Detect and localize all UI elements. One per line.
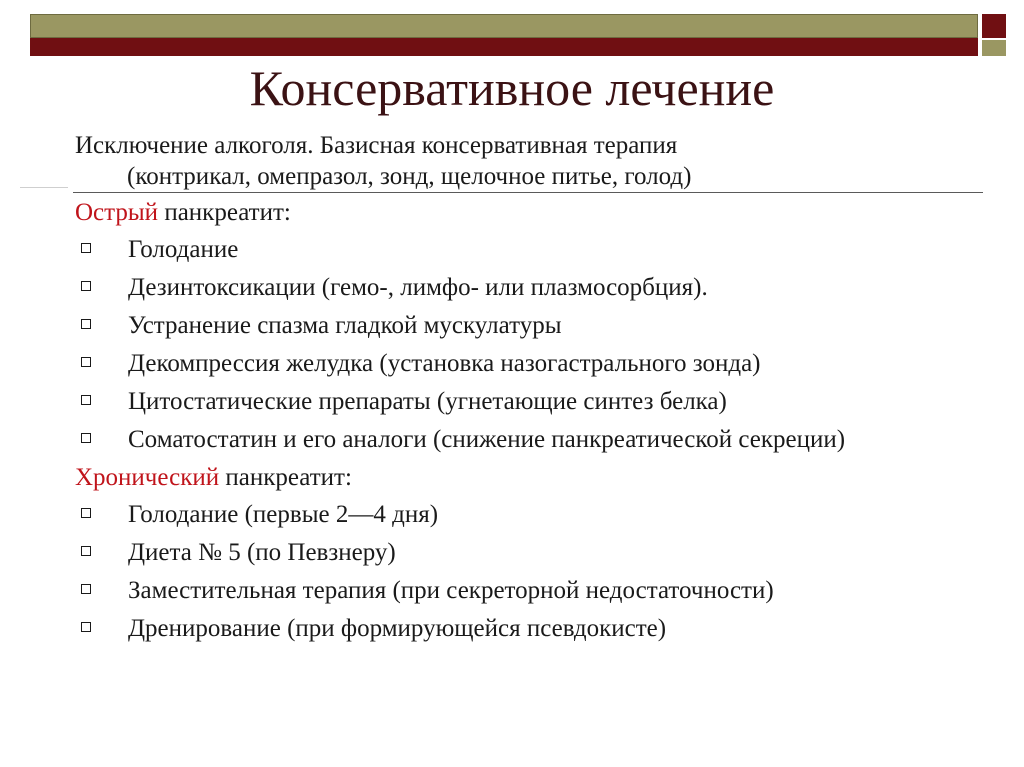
intro-line-2: (контрикал, омепразол, зонд, щелочное питье, голод) [127,163,692,190]
divider-short [20,187,68,188]
list-item-text: Диета № 5 (по Певзнеру) [128,539,396,566]
square-bullet-icon [81,281,91,291]
list-item-text: Декомпрессия желудка (установка назогастрального зонда) [128,350,761,377]
header-bar-olive [30,14,978,38]
square-bullet-icon [81,395,91,405]
square-bullet-icon [81,319,91,329]
square-bullet-icon [81,433,91,443]
square-bullet-icon [81,357,91,367]
chronic-heading [75,462,975,493]
list-item-text: Цитостатические препараты (угнетающие синтез белка) [128,388,727,415]
list-item-text: Голодание (первые 2—4 дня) [128,501,439,528]
list-item [75,537,975,568]
chronic-heading-rest: панкреатит: [219,464,352,491]
list-item [75,386,975,417]
square-bullet-icon [81,546,91,556]
list-item [75,348,975,379]
intro-line-1: Исключение алкоголя. Базисная консервативная терапия [75,132,678,159]
list-item-text: Заместительная терапия (при секреторной недостаточности) [128,577,774,604]
chronic-list [75,499,975,644]
list-item [75,613,975,644]
chronic-heading-accent: Хронический [75,464,220,491]
corner-square-maroon [982,14,1006,38]
acute-list [75,234,975,455]
divider-line [73,192,983,193]
list-item [75,310,975,341]
list-item-text: Соматостатин и его аналоги (снижение панкреатической секреции) [128,426,846,453]
list-item-text: Дренирование (при формирующейся псевдокисте) [128,615,667,642]
list-item-text: Голодание [128,236,239,263]
list-item-text: Дезинтоксикации (гемо-, лимфо- или плазмосорбция). [128,274,708,301]
content [75,197,975,651]
square-bullet-icon [81,243,91,253]
corner-square-olive [982,40,1006,56]
square-bullet-icon [81,508,91,518]
square-bullet-icon [81,622,91,632]
square-bullet-icon [81,584,91,594]
acute-heading-accent: Острый [75,199,159,226]
acute-heading-rest: панкреатит: [158,199,291,226]
list-item [75,272,975,303]
list-item [75,424,975,455]
list-item-text: Устранение спазма гладкой мускулатуры [128,312,562,339]
acute-heading [75,197,975,228]
list-item [75,499,975,530]
intro-text [75,130,691,192]
slide-title: Консервативное лечение [249,60,775,116]
list-item [75,575,975,606]
list-item [75,234,975,265]
header-bar-maroon [30,38,978,56]
